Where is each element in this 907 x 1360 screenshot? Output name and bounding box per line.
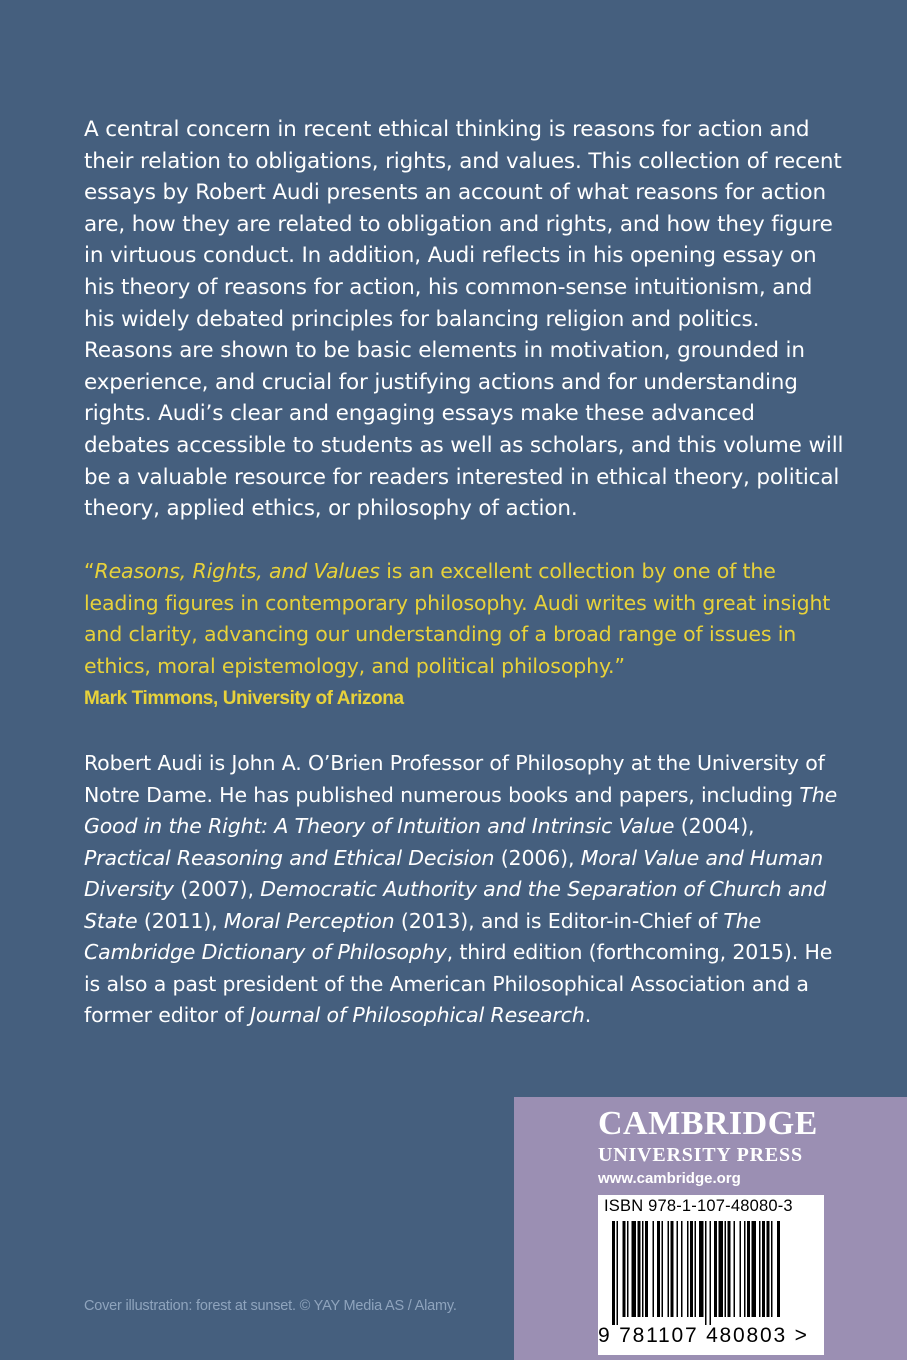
- barcode-bar: [740, 1221, 742, 1317]
- isbn-label: ISBN 978-1-107-48080-3: [604, 1197, 793, 1215]
- bio-text: (2007),: [173, 877, 261, 901]
- barcode-bar: [771, 1221, 773, 1317]
- bio-book-title: The Cambridge Dictionary of Philosophy: [84, 908, 762, 964]
- barcode-bar: [668, 1221, 670, 1317]
- bio-text: (2011),: [137, 908, 224, 933]
- endorsement-quote: [84, 556, 844, 682]
- barcode-bar: [617, 1221, 619, 1325]
- publisher-panel: [514, 1097, 907, 1360]
- barcode-bar: [695, 1221, 697, 1317]
- barcode-bar: [734, 1221, 736, 1317]
- bio-book-title: Democratic Authority and the Separation of Church and State: [84, 877, 826, 933]
- quote-body: is an excellent collection by one of the leading figures in contemporary philosophy. Audi writes with great insight and clarity, advancing our understanding of a broad range of issues in ethics, moral epistemology, and political philosophy.”: [84, 559, 831, 678]
- barcode-bar: [699, 1221, 704, 1317]
- barcode-bar: [714, 1221, 717, 1317]
- barcode-bar: [662, 1221, 664, 1317]
- bio-text: (2013), and is Editor-in-Chief of: [394, 908, 724, 933]
- bio-book-title: Moral Perception: [223, 908, 395, 933]
- barcode-bar: [690, 1221, 693, 1317]
- barcode-bar: [777, 1221, 780, 1317]
- barcode-bar: [728, 1221, 731, 1317]
- barcode-bar: [671, 1221, 674, 1317]
- quote-open-mark: “: [84, 559, 95, 583]
- barcode-bar: [710, 1221, 712, 1325]
- barcode-bar: [638, 1221, 641, 1317]
- barcode-bar: [623, 1221, 626, 1317]
- barcode-bar: [687, 1221, 689, 1317]
- barcode-bar: [632, 1221, 637, 1317]
- cover-credit: Cover illustration: forest at sunset. © YAY Media AS / Alamy.: [84, 1298, 457, 1314]
- barcode-bar: [612, 1221, 615, 1325]
- book-description: [84, 114, 844, 525]
- bio-text: .: [584, 1003, 592, 1027]
- barcode-bar: [752, 1221, 757, 1317]
- barcode-bar: [681, 1221, 683, 1317]
- publisher-url: www.cambridge.org: [598, 1170, 741, 1187]
- bio-text: (2004),: [674, 814, 755, 838]
- bio-text: , third edition (forthcoming, 2015). He is also a past president of the American Philosophical Association and a former editor of: [84, 940, 833, 1027]
- barcode-bar: [744, 1221, 746, 1317]
- author-bio: [84, 748, 844, 1032]
- barcode-bar: [677, 1221, 679, 1317]
- description-text: A central concern in recent ethical thinking is reasons for action and their relation to obligations, rights, and values. This collection of recent essays by Robert Audi presents an account of what reasons for action are, how they are related to obligation and rights, and how they figure in virtuous conduct. In addition, Audi reflects in his opening essay on his theory of reasons for action, his common-sense intuitionism, and his widely debated principles for balancing religion and politics. Reasons are shown to be basic elements in motivation, grounded in experience, and crucial for justifying actions and for understanding rights. Audi’s clear and engaging essays make these advanced debates accessible to students as well as scholars, and this volume will be a valuable resource for readers interested in ethical theory, political theory, applied ethics, or philosophy of action.: [84, 117, 844, 522]
- publisher-name: CAMBRIDGE: [598, 1105, 818, 1142]
- bio-journal-title: Journal of Philosophical Research: [249, 1003, 585, 1027]
- barcode-number: 9 781107 480803 >: [598, 1324, 809, 1347]
- barcode-box: [598, 1195, 824, 1355]
- bio-book-title: Moral Value and Human Diversity: [84, 845, 824, 901]
- barcode-bar: [747, 1221, 750, 1317]
- barcode-bar: [767, 1221, 770, 1317]
- barcode-bar: [705, 1221, 707, 1325]
- barcode-bar: [719, 1221, 724, 1317]
- barcode-bar: [645, 1221, 648, 1317]
- barcode-bar: [627, 1221, 629, 1317]
- publisher-subtitle: UNIVERSITY PRESS: [598, 1144, 803, 1166]
- barcode-bars: [598, 1221, 824, 1325]
- barcode-bar: [759, 1221, 761, 1317]
- barcode-bar: [653, 1221, 655, 1317]
- barcode-bar: [725, 1221, 727, 1317]
- bio-book-title: Practical Reasoning and Ethical Decision: [84, 845, 495, 870]
- bio-text: (2006),: [494, 845, 581, 870]
- barcode-bar: [657, 1221, 660, 1317]
- barcode-bar: [762, 1221, 765, 1317]
- barcode-bar: [642, 1221, 644, 1317]
- bio-text: Robert Audi is John A. O’Brien Professor of Philosophy at the University of Notre Dame. He has published numerous books and papers, including: [84, 751, 825, 807]
- quote-author: Mark Timmons, University of Arizona: [84, 688, 404, 709]
- bio-book-title: The Good in the Right: A Theory of Intuition and Intrinsic Value: [84, 782, 838, 838]
- quote-book-title: Reasons, Rights, and Values: [94, 559, 380, 583]
